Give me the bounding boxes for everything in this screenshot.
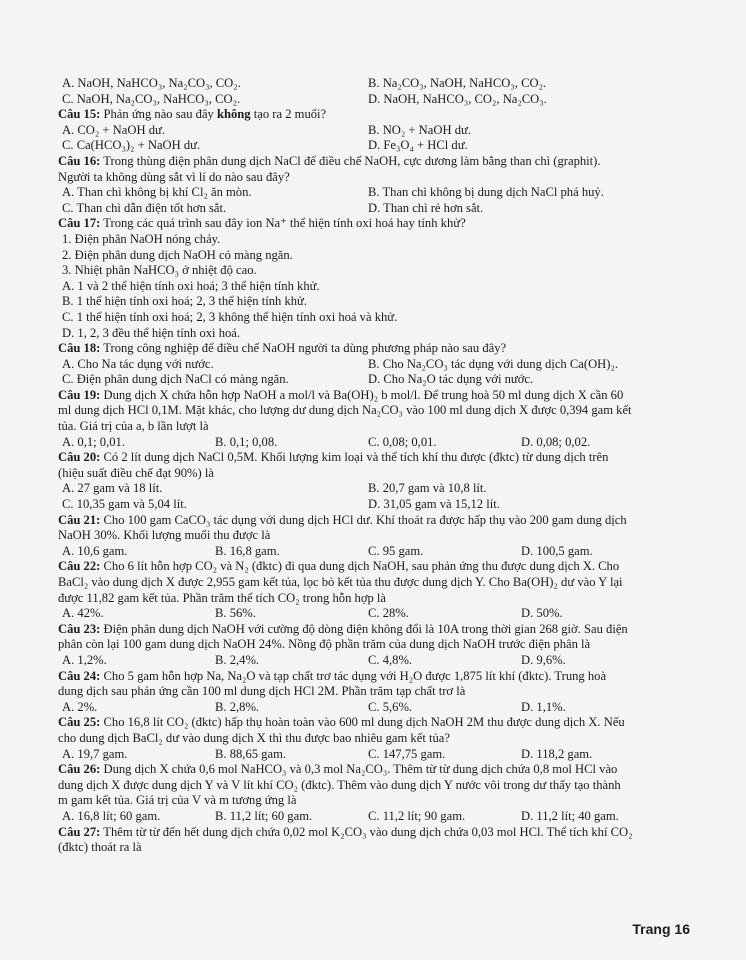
options-row: [58, 809, 688, 825]
question-number: Câu 16:: [58, 153, 101, 168]
options-row: [58, 123, 688, 139]
question-number: Câu 26:: [58, 762, 101, 777]
option-c: C. 11,2 lít; 90 gam.: [368, 808, 466, 823]
option-a: A. 0,1; 0,01.: [62, 434, 125, 449]
option-b: B. 56%.: [215, 606, 256, 621]
option-b: B. 20,7 gam và 10,8 lít.: [368, 481, 487, 496]
option-c: C. 147,75 gam.: [368, 746, 446, 761]
options-row: [58, 653, 688, 669]
options-row: [58, 497, 688, 513]
option-c: C. Ca(HCO₃)₂ + NaOH dư.: [62, 138, 201, 153]
option-d: D. Than chì rẻ hơn sắt.: [368, 200, 484, 215]
question-text: Cho 100 gam CaCO₃ tác dụng với dung dịch HCl dư. Khí thoát ra được hấp thụ vào 200 gam dung dịch: [100, 512, 627, 527]
question-text: Phản ứng nào sau đây: [100, 107, 217, 122]
option-b: B. 2,4%.: [215, 652, 260, 667]
question-text: Thêm từ từ đến hết dung dịch chứa 0,02 mol K₂CO₃ vào dung dịch chứa 0,03 mol HCl. Thể tích khí CO₂: [100, 824, 633, 839]
option-b: B. 2,8%.: [215, 699, 260, 714]
options-row: [58, 76, 688, 92]
option-b: B. 11,2 lít; 60 gam.: [215, 808, 313, 823]
question-number: Câu 22:: [58, 559, 101, 574]
options-row: [58, 185, 688, 201]
question-15: [58, 107, 688, 123]
option-d: D. Cho Na₂O tác dụng với nước.: [368, 372, 534, 387]
question-text-line: (đktc) thoát ra là: [58, 840, 142, 855]
option-c: C. 1 thể hiện tính oxi hoá; 2, 3 không thể hiện tính oxi hoá và khử.: [62, 309, 398, 324]
option-a: A. CO₂ + NaOH dư.: [62, 122, 165, 137]
option-c: C. 95 gam.: [368, 543, 424, 558]
options-row: [58, 372, 688, 388]
question-text-line: được 11,82 gam kết tủa. Phần trăm thể tích CO₂ trong hỗn hợp là: [58, 590, 387, 605]
option-d: D. 118,2 gam.: [521, 746, 593, 761]
question-text: Cho 16,8 lít CO₂ (đktc) hấp thụ hoàn toàn vào 600 ml dung dịch NaOH 2M thu được dung dịch X. Nếu: [100, 715, 625, 730]
option-a: A. 1,2%.: [62, 652, 107, 667]
option-b: B. 1 thể hiện tính oxi hoá; 2, 3 thể hiện tính khử.: [62, 294, 308, 309]
question-text-line: dung dịch X được dung dịch Y và V lít khí CO₂ (đktc). Thêm vào dung dịch Y nước vôi trong dư thấy tạo thành: [58, 777, 621, 792]
options-row: [58, 606, 688, 622]
question-text-line: ml dung dịch HCl 0,1M. Mặt khác, cho lượng dư dung dịch Na₂CO₃ vào 100 ml dung dịch X được 0,394 gam kết: [58, 403, 632, 418]
question-number: Câu 25:: [58, 715, 101, 730]
question-text: Dung dịch X chứa 0,6 mol NaHCO₃ và 0,3 mol Na₂CO₃. Thêm từ từ dung dịch chứa 0,8 mol HCl vào: [100, 762, 618, 777]
emphasis-text: không: [217, 107, 251, 122]
question-text: Trong công nghiệp để điều chế NaOH người ta dùng phương pháp nào sau đây?: [100, 341, 507, 356]
question-text: Dung dịch X chứa hỗn hợp NaOH a mol/l và Ba(OH)₂ b mol/l. Để trung hoà 50 ml dung dịch X cần 60: [100, 387, 624, 402]
option-a: A. 42%.: [62, 606, 104, 621]
option-c: C. Than chì dẫn điện tốt hơn sắt.: [62, 200, 227, 215]
question-text-line: (hiệu suất điều chế đạt 90%) là: [58, 465, 214, 480]
option-c: C. 5,6%.: [368, 699, 413, 714]
list-item: 3. Nhiệt phân NaHCO₃ ở nhiệt độ cao.: [62, 263, 257, 278]
question-text-line: cho dung dịch BaCl₂ dư vào dung dịch X thì thu được bao nhiêu gam kết tủa?: [58, 730, 450, 745]
options-row: [58, 544, 688, 560]
options-row: [58, 747, 688, 763]
option-d: D. 31,05 gam và 15,12 lít.: [368, 497, 500, 512]
question-21: [58, 513, 688, 529]
option-c: C. 0,08; 0,01.: [368, 434, 437, 449]
question-number: Câu 17:: [58, 216, 101, 231]
question-number: Câu 23:: [58, 621, 101, 636]
question-20: [58, 450, 688, 466]
question-18: [58, 341, 688, 357]
option-d: D. 0,08; 0,02.: [521, 434, 591, 449]
question-19: [58, 388, 688, 404]
option-c: C. 10,35 gam và 5,04 lít.: [62, 497, 187, 512]
question-27: [58, 825, 688, 841]
question-text-line: Người ta không dùng sắt vì lí do nào sau đây?: [58, 169, 290, 184]
option-b: B. Cho Na₂CO₃ tác dụng với dung dịch Ca(OH)₂.: [368, 356, 618, 371]
question-25: [58, 715, 688, 731]
option-c: C. 4,8%.: [368, 652, 413, 667]
question-text: Cho 6 lít hỗn hợp CO₂ và N₂ (đktc) đi qua dung dịch NaOH, sau phản ứng thu được dung dịch X. Cho: [100, 559, 620, 574]
list-item: 1. Điện phân NaOH nóng chảy.: [62, 231, 221, 246]
question-number: Câu 21:: [58, 512, 101, 527]
option-b: B. 16,8 gam.: [215, 543, 280, 558]
option-c: C. 28%.: [368, 606, 409, 621]
option-d: D. 1, 2, 3 đều thể hiện tính oxi hoá.: [62, 325, 241, 340]
question-text-line: m gam kết tủa. Giá trị của V và m tương ứng là: [58, 793, 297, 808]
question-text-line: BaCl₂ vào dung dịch X được 2,955 gam kết tủa, lọc bỏ kết tủa thu được dung dịch Y. Cho Ba(OH)₂ dư vào Y lại: [58, 575, 623, 589]
question-text: Trong các quá trình sau đây ion Na⁺ thể hiện tính oxi hoá hay tính khử?: [100, 216, 466, 231]
question-number: Câu 27:: [58, 824, 101, 839]
question-number: Câu 18:: [58, 341, 101, 356]
question-number: Câu 20:: [58, 450, 101, 465]
options-row: [58, 138, 688, 154]
question-22: [58, 559, 688, 575]
option-b: B. Na₂CO₃, NaOH, NaHCO₃, CO₂.: [368, 76, 547, 90]
option-a: A. 2%.: [62, 699, 98, 714]
option-a: A. 16,8 lít; 60 gam.: [62, 808, 161, 823]
option-a: A. 19,7 gam.: [62, 746, 128, 761]
question-text-line: tủa. Giá trị của a, b lần lượt là: [58, 419, 209, 434]
options-row: [58, 201, 688, 217]
question-16: [58, 154, 688, 170]
page-number: Trang 16: [632, 921, 690, 937]
question-text: Có 2 lít dung dịch NaCl 0,5M. Khối lượng kim loại và thể tích khí thu được (đktc) từ dung dịch trên: [100, 450, 609, 465]
list-item: 2. Điện phân dung dịch NaOH có màng ngăn.: [62, 247, 293, 262]
question-number: Câu 15:: [58, 107, 101, 122]
option-b: B. 88,65 gam.: [215, 746, 287, 761]
question-text: Cho 5 gam hỗn hợp Na, Na₂O và tạp chất trơ tác dụng với H₂O được 1,875 lít khí (đktc). Trung hoà: [100, 668, 607, 683]
option-a: A. 1 và 2 thể hiện tính oxi hoá; 3 thể hiện tính khử.: [62, 278, 320, 293]
option-d: D. Fe₃O₄ + HCl dư.: [368, 138, 468, 153]
option-d: D. 50%.: [521, 606, 563, 621]
question-24: [58, 669, 688, 685]
option-d: D. 9,6%.: [521, 652, 566, 667]
question-text-line: NaOH 30%. Khối lượng muối thu được là: [58, 528, 271, 543]
option-a: A. NaOH, NaHCO₃, Na₂CO₃, CO₂.: [62, 76, 241, 90]
option-d: D. 100,5 gam.: [521, 543, 593, 558]
option-a: A. Than chì không bị khí Cl₂ ăn mòn.: [62, 185, 252, 200]
question-text: Trong thùng điện phân dung dịch NaCl để điều chế NaOH, cực dương làm bằng than chì (graphit).: [100, 153, 601, 168]
question-26: [58, 762, 688, 778]
option-a: A. Cho Na tác dụng với nước.: [62, 356, 214, 371]
options-row: [58, 435, 688, 451]
option-c: C. Điện phân dung dịch NaCl có màng ngăn.: [62, 372, 289, 387]
option-b: B. 0,1; 0,08.: [215, 434, 278, 449]
options-row: [58, 357, 688, 373]
option-d: D. NaOH, NaHCO₃, CO₂, Na₂CO₃.: [368, 91, 547, 106]
question-23: [58, 622, 688, 638]
question-text: Điện phân dung dịch NaOH với cường độ dòng điện không đổi là 10A trong thời gian 268 giờ. Sau điện: [100, 621, 628, 636]
option-b: B. NO₂ + NaOH dư.: [368, 122, 471, 137]
option-a: A. 10,6 gam.: [62, 543, 128, 558]
option-d: D. 11,2 lít; 40 gam.: [521, 808, 619, 823]
option-b: B. Than chì không bị dung dịch NaCl phá huỷ.: [368, 185, 604, 200]
option-a: A. 27 gam và 18 lít.: [62, 481, 163, 496]
question-text-line: dung dịch sau phản ứng cần 100 ml dung dịch HCl 2M. Phần trăm tạp chất trơ là: [58, 684, 466, 699]
option-c: C. NaOH, Na₂CO₃, NaHCO₃, CO₂.: [62, 91, 241, 106]
question-text-line: phân còn lại 100 gam dung dịch NaOH 24%. Nồng độ phần trăm của dung dịch NaOH trước điện phân là: [58, 637, 591, 652]
question-number: Câu 24:: [58, 668, 101, 683]
question-text: tạo ra 2 muối?: [250, 107, 327, 122]
question-17: [58, 216, 688, 232]
options-row: [58, 92, 688, 108]
option-d: D. 1,1%.: [521, 699, 566, 714]
question-number: Câu 19:: [58, 387, 101, 402]
options-row: [58, 481, 688, 497]
options-row: [58, 700, 688, 716]
